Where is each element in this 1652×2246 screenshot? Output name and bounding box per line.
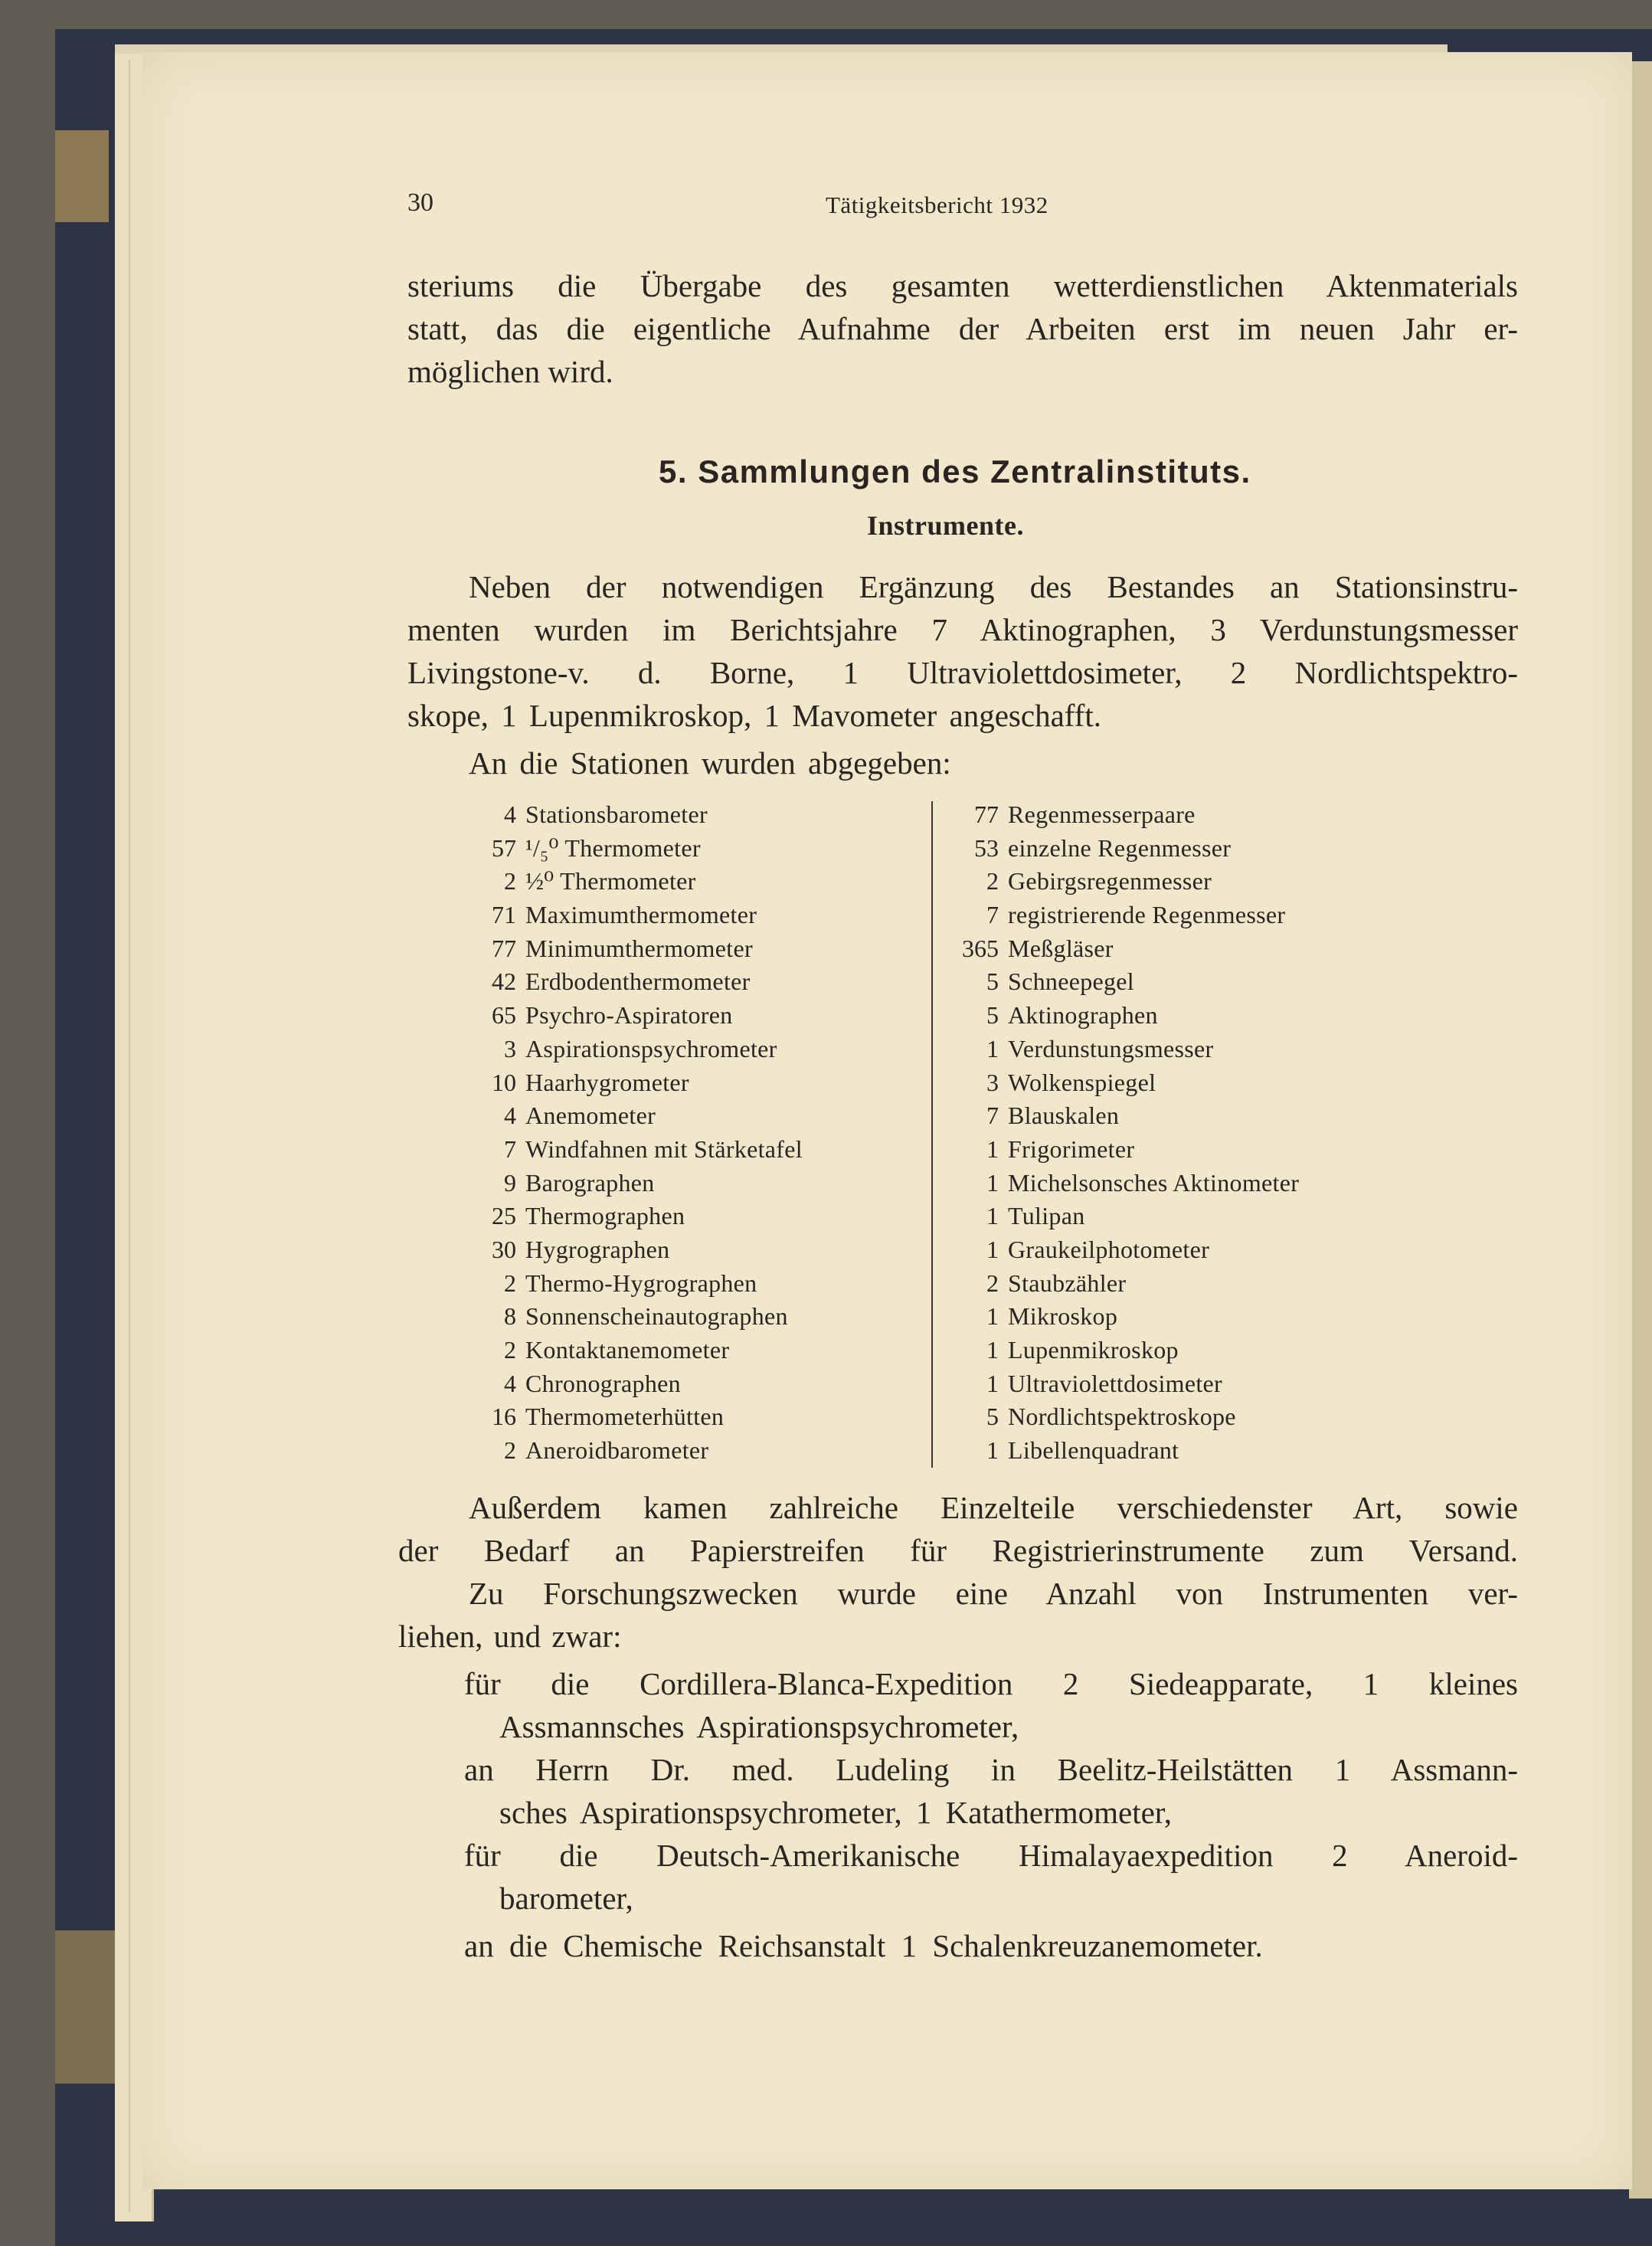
item-quantity: 7 — [986, 1102, 999, 1130]
item-quantity: 16 — [492, 1403, 516, 1431]
section-subheading: Instrumente. — [867, 510, 1024, 541]
right_list-row — [942, 1099, 1299, 1133]
item-quantity: 8 — [504, 1302, 516, 1331]
item-name: registrierende Regenmesser — [1008, 901, 1286, 929]
right_list-row — [942, 1033, 1299, 1066]
left_list-row — [460, 1367, 803, 1401]
after-list-line-2: der Bedarf an Papierstreifen für Registrierinstrumente zum Versand. — [398, 1533, 1518, 1568]
item-name: Hygrographen — [525, 1235, 670, 1263]
item-name: Gebirgsregenmesser — [1008, 867, 1212, 895]
left_list-row — [460, 1267, 803, 1301]
column-divider — [931, 801, 933, 1468]
item-quantity: 1 — [986, 1369, 999, 1397]
loan-3-line-1: für die Deutsch-Amerikanische Himalayaexpedition 2 Aneroid- — [464, 1838, 1518, 1873]
item-quantity: 53 — [974, 833, 999, 862]
left-instrument-list — [460, 798, 803, 1468]
item-quantity: 25 — [492, 1202, 516, 1230]
left_list-row — [460, 1434, 803, 1468]
item-quantity: 5 — [986, 967, 999, 996]
item-name: Wolkenspiegel — [1008, 1068, 1156, 1096]
right_list-row — [942, 1267, 1299, 1301]
item-name: Nordlichtspektroskope — [1008, 1403, 1236, 1431]
left_list-row — [460, 1300, 803, 1334]
item-quantity: 3 — [504, 1034, 516, 1062]
intro-line-4: skope, 1 Lupenmikroskop, 1 Mavometer angeschafft. — [407, 698, 1101, 733]
item-name: Tulipan — [1008, 1202, 1085, 1230]
item-quantity: 77 — [974, 801, 999, 828]
item-name: Haarhygrometer — [525, 1068, 689, 1096]
item-name: Meßgläser — [1008, 934, 1114, 962]
left_list-row — [460, 1400, 803, 1434]
item-quantity: 3 — [986, 1068, 999, 1096]
item-quantity: 2 — [986, 1269, 999, 1297]
item-name: Anemometer — [525, 1102, 656, 1130]
loan-3-line-2: barometer, — [499, 1881, 633, 1916]
item-quantity: 1 — [986, 1168, 999, 1197]
left_list-row — [460, 798, 803, 832]
left_list-row — [460, 899, 803, 932]
item-name: Stationsbarometer — [525, 801, 708, 828]
item-name: Aspirationspsychrometer — [525, 1034, 777, 1062]
loan-1-line-1: für die Cordillera-Blanca-Expedition 2 Siedeapparate, 1 kleines — [464, 1666, 1518, 1701]
item-quantity: 1 — [986, 1202, 999, 1230]
item-quantity: 1 — [986, 1302, 999, 1331]
left_list-row — [460, 1334, 803, 1367]
item-quantity: 2 — [504, 1436, 516, 1465]
right_list-row — [942, 1400, 1299, 1434]
section-heading: 5. Sammlungen des Zentralinstituts. — [659, 453, 1251, 489]
item-name: Graukeilphotometer — [1008, 1235, 1210, 1263]
right_list-row — [942, 798, 1299, 832]
item-name: Ultraviolettdosimeter — [1008, 1369, 1223, 1397]
left_list-row — [460, 832, 803, 866]
item-name: Staubzähler — [1008, 1269, 1127, 1297]
loan-2-line-2: sches Aspirationspsychrometer, 1 Katathermometer, — [499, 1795, 1173, 1830]
page-stack-left-line — [129, 60, 130, 2212]
left_list-row — [460, 965, 803, 999]
left_list-row — [460, 1200, 803, 1233]
item-name: Blauskalen — [1008, 1102, 1120, 1130]
item-quantity: 365 — [962, 934, 999, 962]
item-quantity: 1 — [986, 1134, 999, 1163]
item-name: Verdunstungsmesser — [1008, 1034, 1214, 1062]
left_list-row — [460, 1066, 803, 1100]
item-quantity: 7 — [986, 901, 999, 929]
left_list-row — [460, 999, 803, 1033]
left_list-row — [460, 1099, 803, 1133]
right_list-row — [942, 1334, 1299, 1367]
item-quantity: 65 — [492, 1001, 516, 1030]
right_list-row — [942, 999, 1299, 1033]
item-name: Frigorimeter — [1008, 1134, 1135, 1163]
running-title: Tätigkeitsbericht 1932 — [826, 192, 1048, 218]
cover-corner-top — [55, 130, 109, 222]
item-name: Erdbodenthermometer — [525, 967, 751, 996]
right_list-row — [942, 1066, 1299, 1100]
after-list-line-3: Zu Forschungszwecken wurde eine Anzahl von Instrumenten ver- — [469, 1576, 1518, 1611]
right_list-row — [942, 1300, 1299, 1334]
continuation-line-3: möglichen wird. — [407, 354, 613, 389]
right_list-row — [942, 832, 1299, 866]
item-quantity: 5 — [986, 1403, 999, 1431]
item-quantity: 1 — [986, 1336, 999, 1364]
page-stack-right — [1629, 61, 1652, 2199]
item-name: Windfahnen mit Stärketafel — [525, 1134, 803, 1163]
item-quantity: 1 — [986, 1235, 999, 1263]
continuation-line-1: steriums die Übergabe des gesamten wetterdienstlichen Aktenmaterials — [407, 268, 1518, 303]
item-name: Lupenmikroskop — [1008, 1336, 1179, 1364]
cover-corner-bottom — [55, 1930, 124, 2084]
left_list-row — [460, 1133, 803, 1167]
loan-4-line-1: an die Chemische Reichsanstalt 1 Schalenkreuzanemometer. — [464, 1928, 1263, 1963]
item-quantity: 4 — [504, 1102, 516, 1130]
item-name: Sonnenscheinautographen — [525, 1302, 788, 1331]
item-name: Minimumthermometer — [525, 934, 753, 962]
item-name: Thermometerhütten — [525, 1403, 725, 1431]
item-quantity: 2 — [504, 1336, 516, 1364]
item-name: Mikroskop — [1008, 1302, 1118, 1331]
item-quantity: 5 — [986, 1001, 999, 1030]
item-quantity: 2 — [504, 1269, 516, 1297]
item-quantity: 9 — [504, 1168, 516, 1197]
left_list-row — [460, 1033, 803, 1066]
item-quantity: 4 — [504, 801, 516, 828]
item-name: Maximumthermometer — [525, 901, 757, 929]
right_list-row — [942, 1434, 1299, 1468]
right_list-row — [942, 932, 1299, 966]
after-list-line-1: Außerdem kamen zahlreiche Einzelteile verschiedenster Art, sowie — [469, 1490, 1518, 1525]
item-name: Libellenquadrant — [1008, 1436, 1179, 1465]
left_list-row — [460, 865, 803, 899]
loan-1-line-2: Assmannsches Aspirationspsychrometer, — [499, 1709, 1019, 1744]
item-quantity: 2 — [986, 867, 999, 895]
item-quantity: 42 — [492, 967, 516, 996]
item-name: Michelsonsches Aktinometer — [1008, 1168, 1300, 1197]
right-instrument-list — [942, 798, 1299, 1468]
list-intro: An die Stationen wurden abgegeben: — [469, 745, 951, 781]
item-quantity: 4 — [504, 1369, 516, 1397]
loan-2-line-1: an Herrn Dr. med. Ludeling in Beelitz-Heilstätten 1 Assmann- — [464, 1752, 1518, 1787]
item-name: Kontaktanemometer — [525, 1336, 730, 1364]
left_list-row — [460, 932, 803, 966]
item-name: Barographen — [525, 1168, 655, 1197]
left_list-row — [460, 1167, 803, 1200]
right_list-row — [942, 899, 1299, 932]
intro-line-1: Neben der notwendigen Ergänzung des Bestandes an Stationsinstru- — [469, 569, 1518, 604]
intro-line-3: Livingstone-v. d. Borne, 1 Ultraviolettdosimeter, 2 Nordlichtspektro- — [407, 655, 1518, 690]
item-quantity: 10 — [492, 1068, 516, 1096]
item-quantity: 2 — [504, 867, 516, 895]
item-name: Thermo-Hygrographen — [525, 1269, 757, 1297]
item-name: Aktinographen — [1008, 1001, 1158, 1030]
right_list-row — [942, 1233, 1299, 1267]
item-name: einzelne Regenmesser — [1008, 833, 1232, 862]
item-name: Aneroidbarometer — [525, 1436, 709, 1465]
right_list-row — [942, 865, 1299, 899]
left_list-row — [460, 1233, 803, 1267]
after-list-line-4: liehen, und zwar: — [398, 1619, 622, 1654]
right_list-row — [942, 1167, 1299, 1200]
right_list-row — [942, 1200, 1299, 1233]
page-number: 30 — [407, 188, 433, 217]
item-name: Schneepegel — [1008, 967, 1135, 996]
item-name: Psychro-Aspiratoren — [525, 1001, 733, 1030]
item-quantity: 1 — [986, 1034, 999, 1062]
item-name: ½⁰ Thermometer — [525, 867, 696, 895]
right_list-row — [942, 1367, 1299, 1401]
item-quantity: 77 — [492, 934, 516, 962]
item-quantity: 71 — [492, 901, 516, 929]
item-name: Thermographen — [525, 1202, 685, 1230]
item-quantity: 7 — [504, 1134, 516, 1163]
intro-line-2: menten wurden im Berichtsjahre 7 Aktinographen, 3 Verdunstungsmesser — [407, 612, 1518, 647]
item-name: Chronographen — [525, 1369, 681, 1397]
item-quantity: 30 — [492, 1235, 516, 1263]
item-name: Regenmesserpaare — [1008, 801, 1196, 828]
item-quantity: 57 — [492, 833, 516, 862]
continuation-line-2: statt, das die eigentliche Aufnahme der Arbeiten erst im neuen Jahr er- — [407, 311, 1518, 346]
item-quantity: 1 — [986, 1436, 999, 1465]
item-name: ¹/₅⁰ Thermometer — [525, 833, 701, 862]
right_list-row — [942, 965, 1299, 999]
right_list-row — [942, 1133, 1299, 1167]
